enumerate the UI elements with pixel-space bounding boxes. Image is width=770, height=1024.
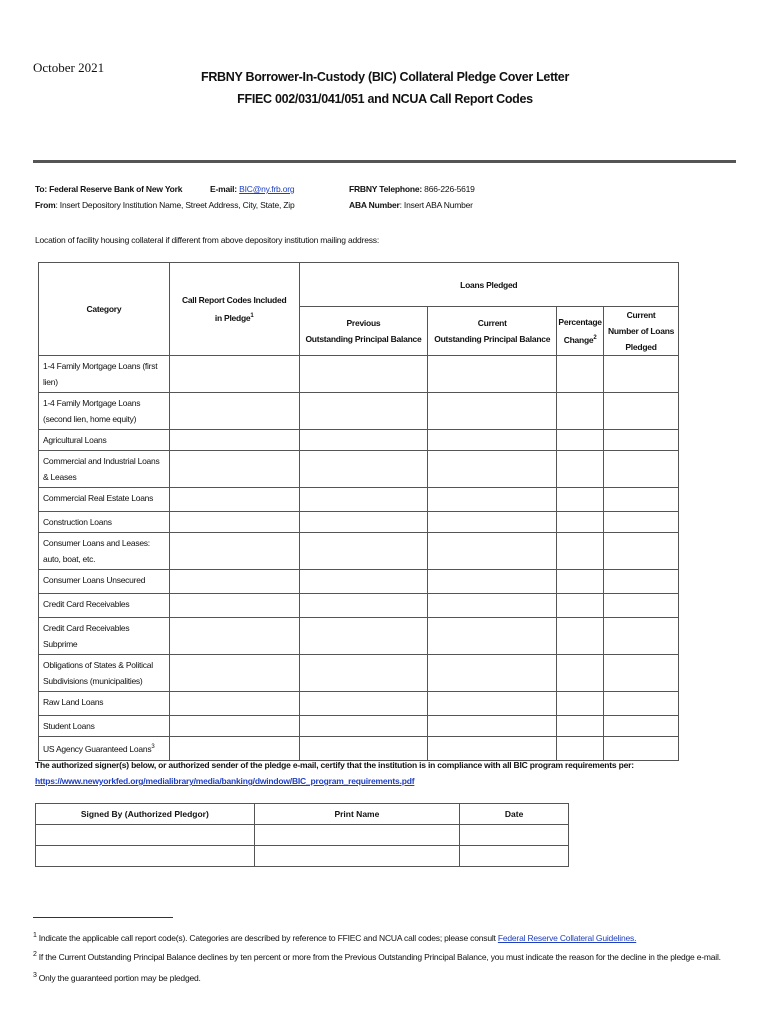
- current-balance-cell[interactable]: [428, 594, 557, 618]
- table-row: [39, 655, 679, 692]
- print-name-cell[interactable]: [254, 825, 460, 846]
- to-label: To:: [35, 184, 47, 194]
- print-name-header: Print Name: [254, 804, 460, 825]
- to-line: [35, 184, 182, 194]
- previous-balance-cell[interactable]: [299, 737, 428, 761]
- table-row: [39, 594, 679, 618]
- call-report-codes-cell[interactable]: [169, 570, 299, 594]
- location-note: Location of facility housing collateral if different from above depository institution mailing address:: [35, 235, 379, 245]
- from-value: : Insert Depository Institution Name, Street Address, City, State, Zip: [55, 200, 295, 210]
- previous-balance-cell[interactable]: [299, 512, 428, 533]
- number-of-loans-cell[interactable]: [604, 655, 679, 692]
- percentage-change-cell[interactable]: [557, 512, 604, 533]
- header-divider: [33, 160, 736, 163]
- category-cell: Raw Land Loans: [39, 692, 170, 716]
- current-balance-cell[interactable]: [428, 393, 557, 430]
- current-balance-cell[interactable]: [428, 618, 557, 655]
- percentage-change-cell[interactable]: [557, 716, 604, 737]
- number-of-loans-cell[interactable]: [604, 594, 679, 618]
- call-report-codes-header: Call Report Codes Included in Pledge$^1$: [169, 263, 299, 356]
- number-of-loans-cell[interactable]: [604, 393, 679, 430]
- loans-pledged-table: [38, 262, 679, 761]
- category-cell: 1-4 Family Mortgage Loans (second lien, home equity): [39, 393, 170, 430]
- current-balance-cell[interactable]: [428, 692, 557, 716]
- percentage-change-cell[interactable]: [557, 393, 604, 430]
- print-name-cell[interactable]: [254, 846, 460, 867]
- category-cell: Consumer Loans Unsecured: [39, 570, 170, 594]
- call-report-codes-cell[interactable]: [169, 716, 299, 737]
- footnote-1: $^1$ Indicate the applicable call report code(s). Categories are described by reference to FFIEC and NCUA call codes; please consult Federal Reserve Collateral Guidelines.: [33, 932, 637, 943]
- number-of-loans-cell[interactable]: [604, 692, 679, 716]
- percentage-change-cell[interactable]: [557, 655, 604, 692]
- previous-balance-cell[interactable]: [299, 618, 428, 655]
- previous-balance-cell[interactable]: [299, 716, 428, 737]
- call-report-codes-cell[interactable]: [169, 594, 299, 618]
- category-cell: US Agency Guaranteed Loans$^3$: [39, 737, 170, 761]
- current-balance-cell[interactable]: [428, 356, 557, 393]
- number-of-loans-cell[interactable]: [604, 618, 679, 655]
- call-report-codes-cell[interactable]: [169, 393, 299, 430]
- percentage-change-cell[interactable]: [557, 594, 604, 618]
- aba-value: : Insert ABA Number: [399, 200, 473, 210]
- table-row: [39, 618, 679, 655]
- number-of-loans-cell[interactable]: [604, 716, 679, 737]
- number-of-loans-cell[interactable]: [604, 512, 679, 533]
- percentage-change-cell[interactable]: [557, 430, 604, 451]
- table-row: [39, 533, 679, 570]
- number-of-loans-cell[interactable]: [604, 737, 679, 761]
- percentage-change-cell[interactable]: [557, 618, 604, 655]
- number-of-loans-cell[interactable]: [604, 570, 679, 594]
- percentage-change-header: Percentage Change$^2$: [557, 307, 604, 356]
- table-row: [39, 393, 679, 430]
- signature-table: [35, 803, 569, 867]
- category-cell: Credit Card Receivables Subprime: [39, 618, 170, 655]
- previous-balance-cell[interactable]: [299, 451, 428, 488]
- number-of-loans-cell[interactable]: [604, 488, 679, 512]
- table-row: [39, 451, 679, 488]
- current-balance-cell[interactable]: [428, 512, 557, 533]
- document-date: October 2021: [33, 60, 105, 75]
- previous-balance-header: Previous Outstanding Principal Balance: [299, 307, 428, 356]
- document-subtitle: FFIEC 002/031/041/051 and NCUA Call Report Codes: [237, 92, 533, 106]
- table-row: [39, 356, 679, 393]
- category-cell: Commercial Real Estate Loans: [39, 488, 170, 512]
- category-cell: Construction Loans: [39, 512, 170, 533]
- email-line: [210, 184, 294, 194]
- footnote-3: $^3$ Only the guaranteed portion may be pledged.: [33, 972, 201, 983]
- loans-pledged-header: Loans Pledged: [299, 263, 678, 307]
- previous-balance-cell[interactable]: [299, 594, 428, 618]
- previous-balance-cell[interactable]: [299, 570, 428, 594]
- table-row: [39, 692, 679, 716]
- date-header: Date: [460, 804, 569, 825]
- percentage-change-cell[interactable]: [557, 356, 604, 393]
- phone-line: [349, 184, 475, 194]
- signature-cell[interactable]: [36, 846, 255, 867]
- percentage-change-cell[interactable]: [557, 451, 604, 488]
- call-report-codes-cell[interactable]: [169, 451, 299, 488]
- percentage-change-cell[interactable]: [557, 737, 604, 761]
- table-row: [39, 430, 679, 451]
- previous-balance-cell[interactable]: [299, 356, 428, 393]
- call-report-codes-cell[interactable]: [169, 655, 299, 692]
- footnote-2: $^2$ If the Current Outstanding Principal Balance declines by ten percent or more from the Previous Outstanding Principal Balance, you must indicate the reason for the decline in the pledge e-mail.: [33, 951, 721, 962]
- call-report-codes-cell[interactable]: [169, 618, 299, 655]
- call-report-codes-cell[interactable]: [169, 356, 299, 393]
- table-row: [39, 570, 679, 594]
- collateral-guidelines-link[interactable]: Federal Reserve Collateral Guidelines.: [497, 932, 637, 943]
- category-cell: Student Loans: [39, 716, 170, 737]
- phone-value: 866-226-5619: [424, 184, 475, 194]
- call-report-codes-cell[interactable]: [169, 512, 299, 533]
- date-cell[interactable]: [460, 846, 569, 867]
- category-cell: Agricultural Loans: [39, 430, 170, 451]
- percentage-change-cell[interactable]: [557, 533, 604, 570]
- number-of-loans-cell[interactable]: [604, 533, 679, 570]
- previous-balance-cell[interactable]: [299, 393, 428, 430]
- table-row: [39, 488, 679, 512]
- current-balance-cell[interactable]: [428, 655, 557, 692]
- call-report-codes-cell[interactable]: [169, 430, 299, 451]
- document-title: FRBNY Borrower-In-Custody (BIC) Collateral Pledge Cover Letter: [200, 70, 570, 84]
- number-of-loans-cell[interactable]: [604, 430, 679, 451]
- table-row: [39, 512, 679, 533]
- category-cell: 1-4 Family Mortgage Loans (first lien): [39, 356, 170, 393]
- previous-balance-cell[interactable]: [299, 488, 428, 512]
- current-balance-cell[interactable]: [428, 737, 557, 761]
- signature-cell[interactable]: [36, 825, 255, 846]
- previous-balance-cell[interactable]: [299, 430, 428, 451]
- category-cell: Credit Card Receivables: [39, 594, 170, 618]
- number-of-loans-cell[interactable]: [604, 356, 679, 393]
- call-report-codes-cell[interactable]: [169, 533, 299, 570]
- current-balance-cell[interactable]: [428, 570, 557, 594]
- signed-by-header: Signed By (Authorized Pledgor): [36, 804, 255, 825]
- phone-label: FRBNY Telephone:: [349, 184, 422, 194]
- number-of-loans-header: Current Number of Loans Pledged: [604, 307, 679, 356]
- previous-balance-cell[interactable]: [299, 655, 428, 692]
- certification-text: The authorized signer(s) below, or authorized sender of the pledge e-mail, certify that the institution is in compliance with all BIC program requirements per:: [35, 760, 634, 770]
- footnote-divider: [33, 917, 173, 918]
- call-report-codes-cell[interactable]: [169, 488, 299, 512]
- category-cell: Obligations of States & Political Subdivisions (municipalities): [39, 655, 170, 692]
- aba-line: [349, 200, 473, 210]
- call-report-codes-cell[interactable]: [169, 737, 299, 761]
- current-balance-cell[interactable]: [428, 716, 557, 737]
- previous-balance-cell[interactable]: [299, 533, 428, 570]
- category-cell: Consumer Loans and Leases: auto, boat, etc.: [39, 533, 170, 570]
- previous-balance-cell[interactable]: [299, 692, 428, 716]
- percentage-change-cell[interactable]: [557, 488, 604, 512]
- email-label: E-mail:: [210, 184, 237, 194]
- current-balance-cell[interactable]: [428, 488, 557, 512]
- current-balance-header: Current Outstanding Principal Balance: [428, 307, 557, 356]
- call-report-codes-cell[interactable]: [169, 692, 299, 716]
- table-row: [39, 716, 679, 737]
- bic-requirements-link[interactable]: https://www.newyorkfed.org/medialibrary/media/banking/dwindow/BIC_program_requirements.pdf: [35, 776, 415, 786]
- category-header: Category: [39, 263, 170, 356]
- email-link[interactable]: BIC@ny.frb.org: [239, 184, 295, 194]
- current-balance-cell[interactable]: [428, 533, 557, 570]
- percentage-change-cell[interactable]: [557, 570, 604, 594]
- to-value: Federal Reserve Bank of New York: [49, 184, 183, 194]
- category-cell: Commercial and Industrial Loans & Leases: [39, 451, 170, 488]
- current-balance-cell[interactable]: [428, 451, 557, 488]
- from-line: [35, 200, 295, 210]
- aba-label: ABA Number: [349, 200, 400, 210]
- current-balance-cell[interactable]: [428, 430, 557, 451]
- percentage-change-cell[interactable]: [557, 692, 604, 716]
- table-row: [39, 737, 679, 761]
- number-of-loans-cell[interactable]: [604, 451, 679, 488]
- date-cell[interactable]: [460, 825, 569, 846]
- from-label: From: [35, 200, 56, 210]
